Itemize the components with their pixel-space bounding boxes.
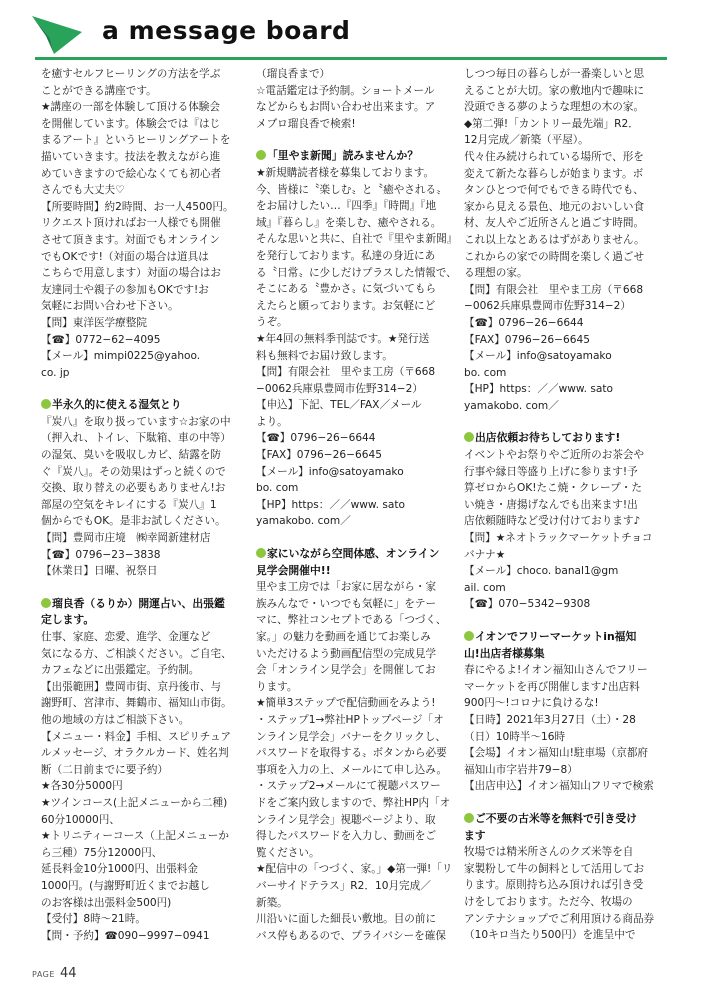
text-line: ★新規購読者様を募集しております。 [256, 166, 435, 179]
paper-plane-icon [32, 12, 82, 54]
text-line: 【問】東洋医学療整院 [41, 316, 147, 329]
text-line: ら三種）75分12000円、 [41, 846, 163, 859]
text-line: けをしております。ただ今、牧場の [464, 895, 633, 908]
col2-section2-body [256, 579, 459, 944]
text-line: 【☎】0772−62−4095 [41, 333, 161, 346]
text-line: 【☎】0796−26−6644 [464, 316, 584, 329]
header-rule [35, 57, 667, 60]
text-line: 新築。 [256, 896, 288, 909]
text-line: カフェなどに出張鑑定。予約制。 [41, 664, 200, 677]
text-line: 気になる方、ご相談ください。ご自宅、 [41, 647, 232, 660]
text-line: 牧場では精米所さんのクズ米等を自 [464, 846, 634, 859]
text-line: 断（二日前までに要予約） [41, 763, 169, 776]
col1-section1-heading: 半永久的に使える湿気とり [41, 397, 244, 414]
text-line: をお届けしたい…『四季』『時間』『地 [256, 200, 437, 213]
text-line: を癒すセルフヒーリングの方法を学ぶ [41, 68, 221, 80]
text-line: る理想の家。 [464, 267, 528, 280]
bullet-dot-icon [256, 548, 266, 558]
text-line: ★ツインコース(上記メニューから二種) [41, 796, 228, 809]
text-line: ★トリニティーコース（上記メニューか [41, 830, 229, 843]
bullet-dot-icon [41, 598, 51, 608]
col3-section3-heading [464, 811, 667, 844]
text-line: 【日時】2021年3月27日（土）・28 [464, 713, 636, 726]
col3-intro [464, 66, 667, 414]
text-line: ります。原則持ち込み頂ければ引き受 [464, 879, 644, 892]
heading-line: 定します。 [41, 613, 95, 627]
text-line: 【休業日】日曜、祝祭日 [41, 565, 158, 578]
page-title: a message board [102, 16, 351, 45]
text-line: 域』『暮らし』を楽しむ、癒やされる。 [256, 216, 442, 229]
text-line: イベントやお祭りやご近所のお茶会や [464, 449, 645, 462]
bullet-dot-icon [256, 150, 266, 160]
text-line: そこにある〝豊かさ〟に気づいてもら [256, 283, 437, 296]
text-line: 900円〜!コロナに負けるな! [464, 697, 599, 710]
text-line: 家。」の魅力を動画を通じてお楽しみ [256, 631, 431, 643]
text-line: これ以上なとあるはずがありません。 [464, 233, 645, 246]
col1-section1-body [41, 414, 244, 580]
text-line: ★講座の一部を体験して頂ける体験会 [41, 101, 220, 114]
text-line: うぞ。 [256, 316, 288, 329]
text-line: （押入れ、トイレ、下駄箱、車の中等） [41, 432, 231, 445]
text-line: 【☎】0796−23−3838 [41, 548, 161, 561]
text-line: ☆電話鑑定は予約制。ショートメール [256, 84, 435, 97]
heading-line: イオンでフリーマーケットin福知 [475, 630, 637, 643]
text-line: バナナ★ [464, 548, 506, 561]
text-line: −0062兵庫県豊岡市佐野314−2） [256, 382, 424, 395]
text-line: させて頂きます。対面でもオンライン [41, 233, 220, 246]
col1-intro [41, 66, 244, 381]
text-line: ルメッセージ、オラクルカード、姓名判 [41, 747, 229, 760]
text-line: （日）10時半〜16時 [464, 730, 566, 743]
text-line: 【メール】info@satoyamako [464, 350, 612, 363]
col1-section2-heading [41, 596, 244, 629]
text-line: ★各30分5000円 [41, 780, 123, 793]
text-line: 【出店申込】イオン福知山フリマで検索 [464, 780, 654, 793]
text-line: より。 [256, 415, 288, 428]
text-line: 【メール】choco. banal1@gm [464, 565, 619, 578]
col3-section1-body [464, 447, 667, 613]
column-3 [464, 66, 667, 966]
text-line: 【問】★ネオトラックマーケットチョコ [464, 532, 653, 545]
col2-section2-heading [256, 546, 459, 579]
text-line: ・ステップ2→メールにて視聴パスワー [256, 780, 441, 793]
text-line: 【☎】0796−26−6644 [256, 432, 376, 445]
text-line: ail. com [464, 581, 506, 594]
text-line: 交換、取り替えの必要もありません!お [41, 482, 226, 495]
bullet-dot-icon [464, 813, 474, 823]
text-line: 料も無料でお届け致します。 [256, 349, 393, 362]
text-line: 会「オンライン見学会」を開催してお [256, 664, 436, 677]
text-line: 得したパスワードを入力し、動画をご [256, 830, 437, 843]
text-line: ります。 [256, 680, 298, 693]
text-line: えることが大切。家の敷地内で趣味に [464, 84, 645, 97]
text-line: 描いていきます。技法を教えながら進 [41, 150, 221, 163]
text-line: バス停もあるので、プライバシーを確保 [256, 929, 446, 942]
text-line: 今、皆様に〝楽しむ〟と〝癒やされる〟 [256, 183, 447, 196]
col3-section2-heading [464, 629, 667, 662]
text-line: 【メール】mimpi0225@yahoo. [41, 350, 201, 363]
text-line: 部屋の空気をキレイにする『炭八』1 [41, 498, 217, 511]
text-line: 【会場】イオン福知山!駐車場（京都府 [464, 747, 649, 760]
text-line: のお客様は出張料金500円) [41, 896, 172, 909]
text-line: 【メール】info@satoyamako [256, 465, 404, 478]
text-line: 【問・予約】☎090−9997−0941 [41, 929, 210, 942]
heading-line: ます [464, 828, 486, 842]
text-line: 【HP】https：／／www. sato [256, 498, 405, 511]
text-line: 『炭八』を取り扱っています☆お家の中 [41, 415, 231, 428]
text-line: 事項を入力の上、メールにて申し込み。 [256, 763, 448, 776]
text-line: こちらで用意します）対面の場合はお [41, 267, 221, 280]
page-number: 44 [60, 966, 77, 981]
text-line: （瑠良香まで） [256, 68, 331, 80]
text-line: 気軽にお問い合わせ下さい。 [41, 300, 179, 313]
text-line: まるアート』というヒーリングアートを [41, 134, 231, 147]
text-line: co. jp [41, 366, 70, 379]
text-line: 算ゼロからOK!たこ焼・クレープ・た [464, 482, 642, 495]
text-line: などからもお問い合わせ出来ます。ア [256, 101, 436, 114]
text-line: 【所要時間】約2時間、お一人4500円。 [41, 200, 234, 213]
text-line: 福知山市字岩井79−8） [464, 763, 578, 776]
text-line: 1000円。(与謝野町近くまでお越し [41, 879, 210, 892]
text-line: 仕事、家庭、恋愛、進学、金運など [41, 631, 211, 643]
heading-line: 山!出店者様募集 [464, 646, 545, 660]
text-line: 川沿いに面した細長い敷地。目の前に [256, 913, 437, 926]
text-line: 【申込】下記、TEL／FAX／メール [256, 399, 422, 412]
text-line: ぐ『炭八』。その効果はずっと続くので [41, 465, 226, 478]
col2-section1-body [256, 165, 459, 530]
col2-intro [256, 66, 459, 132]
text-line: 【FAX】0796−26−6645 [256, 449, 382, 462]
text-line: 謝野町、宮津市、舞鶴市、福知山市街。 [41, 697, 232, 710]
text-line: さんでも大丈夫♡ [41, 184, 125, 197]
text-line: メブロ瑠良香で検索! [256, 117, 356, 130]
text-line: ドをご案内致しますので、弊社HP内「オ [256, 796, 451, 809]
bullet-dot-icon [41, 399, 51, 409]
text-line: 【問】有限会社 里やま工房（〒668 [256, 366, 436, 379]
page-header [0, 0, 705, 66]
col2-section1-heading: 「里やま新聞」読みませんか？ [256, 148, 459, 165]
text-line: 【問】有限会社 里やま工房（〒668 [464, 283, 644, 296]
text-line: ・ステップ1→弊社HPトップページ「オ [256, 713, 444, 726]
text-line: 春にやるよ!イオン福知山さんでフリー [464, 664, 648, 677]
text-line: yamakobo. com／ [256, 515, 351, 528]
text-line: マーケットを再び開催します♪出店料 [464, 680, 640, 693]
text-line: 材、友人やご近所さんと過ごす時間。 [464, 217, 645, 230]
text-line: を発行しております。私達の身近にあ [256, 249, 436, 262]
text-line: 族みんなで・いつでも気軽に」をテー [256, 597, 437, 610]
text-line: パスワードを取得する〟ボタンから必要 [256, 747, 447, 760]
text-line: マに、弊社コンセプトである「つづく、 [256, 614, 447, 627]
page-label: PAGE [32, 970, 55, 979]
col3-section2-body [464, 662, 667, 795]
text-line: ★簡単3ステップで配信動画をみよう! [256, 697, 436, 710]
text-line: を開催しています。体験会では『はじ [41, 117, 221, 130]
col3-section3-body [464, 844, 667, 944]
text-line: 延長料金10分1000円、出張料金 [41, 863, 198, 876]
text-line: い焼き・唐揚げなんでも出来ます!出 [464, 498, 638, 511]
column-2 [256, 66, 459, 966]
text-line: めていきますので絵心なくても初心者 [41, 167, 222, 180]
text-line: −0062兵庫県豊岡市佐野314−2） [464, 300, 632, 313]
text-line: る〝日常〟に少しだけプラスした情報で、 [256, 266, 457, 279]
text-line: 【問】豊岡市庄境 ㈱幸岡新建材店 [41, 532, 211, 545]
text-line: えたらと願っております。お気軽にど [256, 299, 436, 312]
text-line: bo. com [256, 482, 299, 495]
text-line: 店依頼随時など受け付けております♪ [464, 515, 641, 528]
text-line: ことができる講座です。 [41, 84, 157, 97]
text-line: でもOKです!（対面の場合は道具は [41, 250, 209, 263]
text-line: 【HP】https：／／www. sato [464, 383, 613, 396]
text-line: 里やま工房では「お家に居ながら・家 [256, 581, 437, 594]
text-line: （10キロ当たり500円）を進呈中で [464, 929, 636, 942]
text-line: いただけるよう動画配信型の完成見学 [256, 647, 437, 660]
text-line: 覧ください。 [256, 846, 320, 859]
text-line: アンテナショップでご利用頂ける商品券 [464, 912, 655, 925]
text-line: 【FAX】0796−26−6645 [464, 333, 590, 346]
text-line: 他の地域の方はご相談下さい。 [41, 713, 190, 726]
text-line: 【☎】070−5342−9308 [464, 598, 591, 611]
text-line: bo. com [464, 366, 507, 379]
text-line: 【受付】8時〜21時。 [41, 913, 146, 926]
bullet-dot-icon [464, 432, 474, 442]
text-line: ンライン見学会」バナーをクリックし、 [256, 730, 446, 743]
text-line: 変えて新たな暮らしが始まります。ボ [464, 167, 644, 180]
text-line: しつつ毎日の暮らしが一番楽しいと思 [464, 68, 645, 80]
text-line: 家から見える景色、地元のおいしい食 [464, 200, 645, 213]
col1-section2-body [41, 629, 244, 944]
text-line: 行事や縁日等盛り上げに参ります!予 [464, 465, 638, 478]
heading-line: ご不要の古米等を無料で引き受け [475, 811, 637, 825]
text-line: 【メニュー・料金】手相、スピリチュア [41, 730, 232, 743]
text-line: yamakobo. com／ [464, 399, 559, 412]
text-line: ンライン見学会」視聴ページより、取 [256, 813, 436, 826]
column-1 [41, 66, 244, 966]
text-line: 代々住み続けられている場所で、形を [464, 150, 644, 163]
text-line: 家製粉して牛の飼料として活用してお [464, 862, 645, 875]
text-line: バーサイドテラス」R2．10月完成／ [256, 879, 431, 892]
heading-line: 見学会開催中!! [256, 563, 331, 577]
text-line: そんな思いと共に、自社で『里やま新聞』 [256, 233, 458, 246]
heading-line: 家にいながら空間体感、オンライン [267, 547, 440, 561]
text-line: 12月完成／新築（平屋）。 [464, 134, 589, 147]
col3-section1-heading: 出店依頼お待ちしております! [464, 430, 667, 447]
text-line: 友達同士や親子の参加もOKです!お [41, 283, 209, 296]
text-line: の湿気、臭いを吸収しカビ、結露を防 [41, 449, 221, 462]
bullet-dot-icon [464, 631, 474, 641]
text-line: ◆第二弾!「カントリー最先端」R2． [464, 117, 639, 130]
text-line: 【出張範囲】豊岡市街、京丹後市、与 [41, 680, 222, 693]
text-line: 個からでもOK。是非お試しください。 [41, 515, 226, 528]
heading-line: 瑠良香（るりか）開運占い、出張鑑 [52, 596, 225, 610]
text-line: 60分10000円、 [41, 813, 120, 826]
text-line: 没頭できる夢のような理想の木の家。 [464, 101, 645, 114]
text-line: ★年4回の無料季刊誌です。★発行送 [256, 332, 430, 345]
text-line: タンひとつで何でもできる時代でも、 [464, 184, 644, 197]
text-line: リクエスト頂ければお一人様でも開催 [41, 217, 221, 230]
text-line: これからの家での時間を楽しく過ごせ [464, 250, 645, 263]
text-line: ★配信中の「つづく、家。」◆第一弾!「リ [256, 863, 453, 876]
